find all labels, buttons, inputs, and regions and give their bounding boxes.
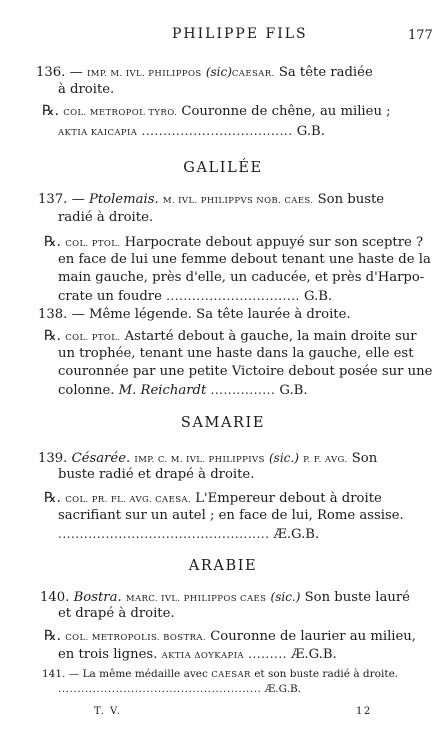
entry-136-reverse-2: AKTIA KAICAPIA ................................... G.B. xyxy=(58,124,325,139)
entry-140-line1: 140. Bostra. MARC. IVL. PHILIPPOS CAES (sic.) Son buste lauré xyxy=(40,590,410,605)
section-title-samarie: SAMARIE xyxy=(180,415,266,431)
entry-138-reverse-4: colonne. M. Reichardt ............... G.B. xyxy=(58,383,308,398)
entry-137-reverse-3: main gauche, près d'elle, un caducée, et près d'Harpo- xyxy=(58,270,425,285)
entry-141-line2: ..................................................... Æ.G.B. xyxy=(58,683,302,695)
city-name: Bostra. xyxy=(73,590,122,605)
entry-139-line2: buste radié et drapé à droite. xyxy=(58,467,255,482)
entry-136-line2: à droite. xyxy=(58,82,115,97)
entry-number: 136. xyxy=(36,65,66,80)
entry-137-reverse-2: en face de lui une femme debout tenant une haste de la xyxy=(58,252,431,267)
entry-140-reverse: ℞. COL. METROPOLIS. BOSTRA. Couronne de laurier au milieu, xyxy=(44,628,416,644)
entry-140-line2: et drapé à droite. xyxy=(58,606,175,621)
signature-mark: T. V. xyxy=(94,706,122,717)
entry-139-reverse-2: sacrifiant sur un autel ; en face de lui, Rome assise. xyxy=(58,508,404,523)
entry-136-reverse: ℞. COL. METROPOL TYRO. Couronne de chêne, au milieu ; xyxy=(42,103,391,119)
entry-138-reverse-2: un trophée, tenant une haste dans la gauche, elle est xyxy=(58,346,414,361)
entry-139-reverse: ℞. COL. PR. FL. AVG. CAESA. L'Empereur debout à droite xyxy=(44,490,382,506)
section-title-arabie: ARABIE xyxy=(188,558,258,574)
entry-137-line2: radié à droite. xyxy=(58,210,154,225)
collector-name: M. Reichardt xyxy=(118,383,207,398)
entry-138-reverse: ℞. COL. PTOL. Astarté debout à gauche, la main droite sur xyxy=(44,328,417,344)
entry-137-reverse-4: crate un foudre ............................... G.B. xyxy=(58,289,333,304)
entry-136-line1: 136. — IMP. M. IVL. PHILIPPOS (sic)CAESAR. Sa tête radiée xyxy=(36,65,373,80)
grade: G.B. xyxy=(296,124,325,139)
city-name: Ptolemais. xyxy=(88,192,159,207)
sheet-number: 12 xyxy=(356,706,372,717)
page-number: 177 xyxy=(408,28,433,43)
reverse-mark: ℞. xyxy=(42,103,60,119)
entry-139-line1: 139. Césarée. IMP. C. M. IVL. PHILIPPIVS (sic.) P. F. AVG. Son xyxy=(38,451,378,466)
entry-141-line1: 141. — La même médaille avec CAESAR et son buste radié à droite. xyxy=(42,668,399,680)
entry-140-reverse-2: en trois lignes. AKTIA ΔΟΥΚΑΡΙΑ ......... Æ.G.B. xyxy=(58,647,337,662)
running-title: PHILIPPE FILS xyxy=(172,26,308,42)
entry-137-reverse: ℞. COL. PTOL. Harpocrate debout appuyé sur son sceptre ? xyxy=(44,234,424,250)
entry-138-reverse-3: couronnée par une petite Victoire debout posée sur une xyxy=(58,364,433,379)
section-title-galilee: GALILÉE xyxy=(183,160,263,176)
entry-137-line1: 137. — Ptolemais. M. IVL. PHILIPPVS NOB. CAES. Son buste xyxy=(38,192,385,207)
obverse-legend: IMP. M. IVL. PHILIPPOS xyxy=(86,69,202,79)
city-name: Césarée. xyxy=(71,451,131,466)
entry-139-reverse-3: ................................................. Æ.G.B. xyxy=(58,527,320,542)
entry-138-line1: 138. — Même légende. Sa tête laurée à droite. xyxy=(38,307,351,322)
